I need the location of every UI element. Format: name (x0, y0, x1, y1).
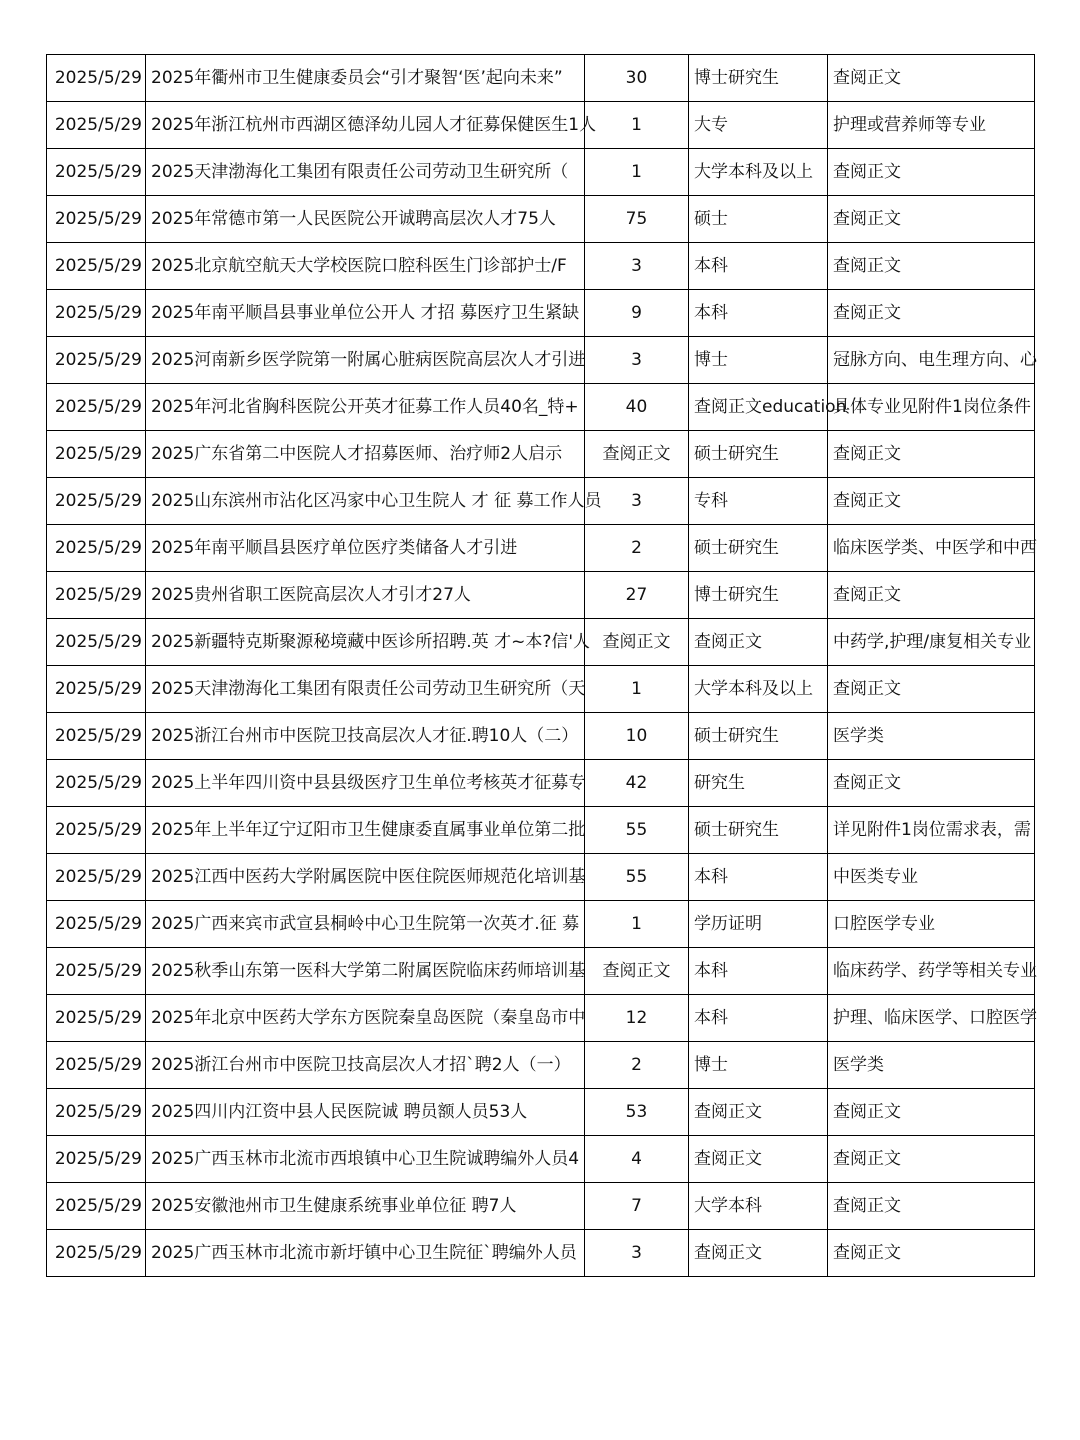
major-cell: 护理或营养师等专业 (828, 102, 1035, 149)
education-cell: 大专 (689, 102, 828, 149)
table-row (47, 384, 1035, 431)
title-cell: 2025四川内江资中县人民医院诚 聘员额人员53人 (146, 1089, 585, 1136)
date-cell: 2025/5/29 (47, 431, 146, 478)
education-cell: 本科 (689, 995, 828, 1042)
education-cell: 大学本科 (689, 1183, 828, 1230)
count-cell: 42 (585, 760, 689, 807)
major-cell: 查阅正文 (828, 243, 1035, 290)
count-cell: 40 (585, 384, 689, 431)
title-cell: 2025天津渤海化工集团有限责任公司劳动卫生研究所（ (146, 149, 585, 196)
education-cell: 学历证明 (689, 901, 828, 948)
title-cell: 2025年常德市第一人民医院公开诚聘高层次人才75人 (146, 196, 585, 243)
date-cell: 2025/5/29 (47, 1042, 146, 1089)
table-row (47, 1230, 1035, 1277)
education-cell: 本科 (689, 290, 828, 337)
major-cell: 查阅正文 (828, 1136, 1035, 1183)
date-cell: 2025/5/29 (47, 149, 146, 196)
date-cell: 2025/5/29 (47, 854, 146, 901)
title-cell: 2025秋季山东第一医科大学第二附属医院临床药师培训基 (146, 948, 585, 995)
count-cell: 2 (585, 525, 689, 572)
education-cell: 硕士研究生 (689, 525, 828, 572)
date-cell: 2025/5/29 (47, 807, 146, 854)
count-cell: 4 (585, 1136, 689, 1183)
education-cell: 查阅正文 (689, 1089, 828, 1136)
count-cell: 2 (585, 1042, 689, 1089)
date-cell: 2025/5/29 (47, 55, 146, 102)
title-cell: 2025年南平顺昌县医疗单位医疗类储备人才引进 (146, 525, 585, 572)
count-cell: 查阅正文 (585, 431, 689, 478)
date-cell: 2025/5/29 (47, 102, 146, 149)
count-cell: 1 (585, 149, 689, 196)
title-cell: 2025河南新乡医学院第一附属心脏病医院高层次人才引进 (146, 337, 585, 384)
education-cell: 大学本科及以上 (689, 666, 828, 713)
date-cell: 2025/5/29 (47, 196, 146, 243)
date-cell: 2025/5/29 (47, 1183, 146, 1230)
table-row (47, 1136, 1035, 1183)
table-body (47, 55, 1035, 1277)
major-cell: 查阅正文 (828, 55, 1035, 102)
table-row (47, 948, 1035, 995)
date-cell: 2025/5/29 (47, 666, 146, 713)
education-cell: 硕士 (689, 196, 828, 243)
table-row (47, 807, 1035, 854)
date-cell: 2025/5/29 (47, 948, 146, 995)
date-cell: 2025/5/29 (47, 478, 146, 525)
table-row (47, 666, 1035, 713)
count-cell: 查阅正文 (585, 619, 689, 666)
title-cell: 2025年衢州市卫生健康委员会“引才聚智‘医’起向未来” (146, 55, 585, 102)
table-row (47, 619, 1035, 666)
count-cell: 55 (585, 854, 689, 901)
table-row (47, 1089, 1035, 1136)
major-cell: 查阅正文 (828, 431, 1035, 478)
education-cell: 博士研究生 (689, 55, 828, 102)
table-row (47, 431, 1035, 478)
education-cell: 博士研究生 (689, 572, 828, 619)
date-cell: 2025/5/29 (47, 619, 146, 666)
count-cell: 3 (585, 243, 689, 290)
date-cell: 2025/5/29 (47, 1089, 146, 1136)
date-cell: 2025/5/29 (47, 1230, 146, 1277)
date-cell: 2025/5/29 (47, 760, 146, 807)
table-row (47, 243, 1035, 290)
table-row (47, 995, 1035, 1042)
count-cell: 75 (585, 196, 689, 243)
date-cell: 2025/5/29 (47, 995, 146, 1042)
date-cell: 2025/5/29 (47, 384, 146, 431)
title-cell: 2025浙江台州市中医院卫技高层次人才征.聘10人（二） (146, 713, 585, 760)
table-row (47, 760, 1035, 807)
major-cell: 具体专业见附件1岗位条件 (828, 384, 1035, 431)
education-cell: 大学本科及以上 (689, 149, 828, 196)
count-cell: 10 (585, 713, 689, 760)
date-cell: 2025/5/29 (47, 572, 146, 619)
table-row (47, 102, 1035, 149)
major-cell: 冠脉方向、电生理方向、心 (828, 337, 1035, 384)
major-cell: 查阅正文 (828, 478, 1035, 525)
major-cell: 护理、临床医学、口腔医学 (828, 995, 1035, 1042)
count-cell: 查阅正文 (585, 948, 689, 995)
title-cell: 2025广东省第二中医院人才招募医师、治疗师2人启示 (146, 431, 585, 478)
date-cell: 2025/5/29 (47, 290, 146, 337)
major-cell: 医学类 (828, 1042, 1035, 1089)
education-cell: 查阅正文 (689, 619, 828, 666)
major-cell: 临床医学类、中医学和中西 (828, 525, 1035, 572)
education-cell: 查阅正文 (689, 1230, 828, 1277)
major-cell: 中医类专业 (828, 854, 1035, 901)
date-cell: 2025/5/29 (47, 713, 146, 760)
table-row (47, 196, 1035, 243)
title-cell: 2025江西中医药大学附属医院中医住院医师规范化培训基 (146, 854, 585, 901)
education-cell: 硕士研究生 (689, 431, 828, 478)
count-cell: 9 (585, 290, 689, 337)
table-row (47, 525, 1035, 572)
education-cell: 查阅正文education (689, 384, 828, 431)
major-cell: 口腔医学专业 (828, 901, 1035, 948)
education-cell: 本科 (689, 243, 828, 290)
count-cell: 1 (585, 102, 689, 149)
title-cell: 2025北京航空航天大学校医院口腔科医生门诊部护士/F (146, 243, 585, 290)
major-cell: 查阅正文 (828, 572, 1035, 619)
title-cell: 2025上半年四川资中县县级医疗卫生单位考核英才征募专 (146, 760, 585, 807)
title-cell: 2025广西玉林市北流市西埌镇中心卫生院诚聘编外人员4 (146, 1136, 585, 1183)
major-cell: 查阅正文 (828, 760, 1035, 807)
major-cell: 医学类 (828, 713, 1035, 760)
date-cell: 2025/5/29 (47, 1136, 146, 1183)
count-cell: 55 (585, 807, 689, 854)
count-cell: 3 (585, 1230, 689, 1277)
title-cell: 2025天津渤海化工集团有限责任公司劳动卫生研究所（天 (146, 666, 585, 713)
table-row (47, 854, 1035, 901)
count-cell: 53 (585, 1089, 689, 1136)
date-cell: 2025/5/29 (47, 525, 146, 572)
recruitment-table (46, 54, 1035, 1277)
major-cell: 查阅正文 (828, 666, 1035, 713)
major-cell: 中药学,护理/康复相关专业 (828, 619, 1035, 666)
major-cell: 详见附件1岗位需求表，需 (828, 807, 1035, 854)
education-cell: 查阅正文 (689, 1136, 828, 1183)
education-cell: 硕士研究生 (689, 807, 828, 854)
title-cell: 2025广西来宾市武宣县桐岭中心卫生院第一次英才.征 募 (146, 901, 585, 948)
major-cell: 查阅正文 (828, 149, 1035, 196)
table-row (47, 478, 1035, 525)
education-cell: 博士 (689, 337, 828, 384)
date-cell: 2025/5/29 (47, 901, 146, 948)
count-cell: 27 (585, 572, 689, 619)
title-cell: 2025贵州省职工医院高层次人才引才27人 (146, 572, 585, 619)
title-cell: 2025安徽池州市卫生健康系统事业单位征 聘7人 (146, 1183, 585, 1230)
count-cell: 3 (585, 337, 689, 384)
major-cell: 查阅正文 (828, 1183, 1035, 1230)
title-cell: 2025广西玉林市北流市新圩镇中心卫生院征`聘编外人员 (146, 1230, 585, 1277)
table-row (47, 901, 1035, 948)
major-cell: 查阅正文 (828, 196, 1035, 243)
title-cell: 2025年上半年辽宁辽阳市卫生健康委直属事业单位第二批 (146, 807, 585, 854)
count-cell: 30 (585, 55, 689, 102)
count-cell: 12 (585, 995, 689, 1042)
table-row (47, 290, 1035, 337)
count-cell: 1 (585, 666, 689, 713)
title-cell: 2025山东滨州市沾化区冯家中心卫生院人 才 征 募工作人员 (146, 478, 585, 525)
education-cell: 研究生 (689, 760, 828, 807)
date-cell: 2025/5/29 (47, 337, 146, 384)
table-row (47, 337, 1035, 384)
title-cell: 2025年河北省胸科医院公开英才征募工作人员40名_特+ (146, 384, 585, 431)
major-cell: 临床药学、药学等相关专业 (828, 948, 1035, 995)
title-cell: 2025年北京中医药大学东方医院秦皇岛医院（秦皇岛市中 (146, 995, 585, 1042)
table-row (47, 713, 1035, 760)
title-cell: 2025年浙江杭州市西湖区德泽幼儿园人才征募保健医生1人 (146, 102, 585, 149)
count-cell: 1 (585, 901, 689, 948)
education-cell: 本科 (689, 948, 828, 995)
date-cell: 2025/5/29 (47, 243, 146, 290)
table-row (47, 572, 1035, 619)
education-cell: 本科 (689, 854, 828, 901)
education-cell: 博士 (689, 1042, 828, 1089)
title-cell: 2025新疆特克斯聚源秘境藏中医诊所招聘.英 才~本?信'人 (146, 619, 585, 666)
table-row (47, 149, 1035, 196)
education-cell: 专科 (689, 478, 828, 525)
major-cell: 查阅正文 (828, 290, 1035, 337)
table-row (47, 1183, 1035, 1230)
table-row (47, 55, 1035, 102)
major-cell: 查阅正文 (828, 1089, 1035, 1136)
count-cell: 7 (585, 1183, 689, 1230)
title-cell: 2025浙江台州市中医院卫技高层次人才招`聘2人（一） (146, 1042, 585, 1089)
count-cell: 3 (585, 478, 689, 525)
title-cell: 2025年南平顺昌县事业单位公开人 才招 募医疗卫生紧缺 (146, 290, 585, 337)
education-cell: 硕士研究生 (689, 713, 828, 760)
major-cell: 查阅正文 (828, 1230, 1035, 1277)
table-row (47, 1042, 1035, 1089)
